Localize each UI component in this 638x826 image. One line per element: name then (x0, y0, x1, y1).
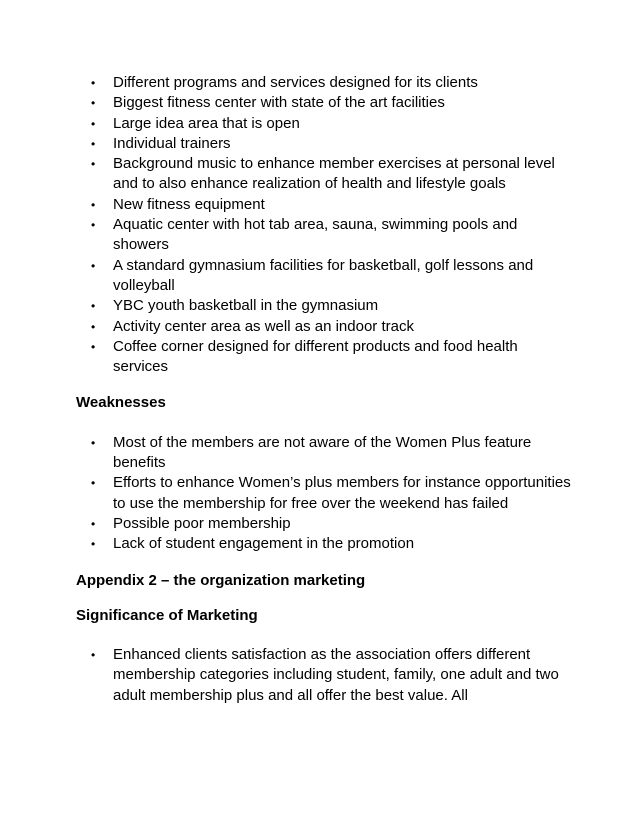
bullet-icon: • (91, 435, 96, 450)
list-item-text: Background music to enhance member exercises at personal level and to also enhance realization of health and lifestyle goals (113, 155, 555, 193)
list-item-text: Coffee corner designed for different products and food health services (113, 337, 518, 376)
bullet-icon: • (91, 218, 96, 233)
list-item-text: Activity center area as well as an indoor track (113, 317, 414, 335)
list-item (76, 93, 576, 113)
bullet-icon: • (91, 648, 96, 663)
list-item-text: Aquatic center with hot tab area, sauna, swimming pools and showers (113, 216, 518, 254)
weaknesses-heading: Weaknesses (76, 394, 166, 412)
list-item (76, 534, 576, 554)
bullet-icon: • (91, 537, 96, 552)
list-item (76, 296, 576, 316)
bullet-icon: • (91, 516, 96, 531)
significance-list (76, 645, 576, 706)
list-item (76, 514, 576, 534)
bullet-icon: • (91, 157, 96, 172)
list-item (76, 195, 576, 215)
bullet-icon: • (91, 136, 96, 151)
list-item-text: Enhanced clients satisfaction as the association offers different membership categories including student, family, one adult and two adult membership plus and all offer the best value. All (113, 646, 559, 704)
list-item (76, 154, 576, 195)
list-item (76, 256, 576, 297)
list-item-text: Biggest fitness center with state of the art facilities (113, 94, 445, 112)
list-item (76, 645, 576, 706)
list-item (76, 114, 576, 134)
list-item (76, 433, 576, 474)
list-item-text: Lack of student engagement in the promotion (113, 535, 415, 553)
list-item-text: Most of the members are not aware of the Women Plus feature benefits (113, 433, 532, 472)
bullet-icon: • (91, 339, 96, 354)
list-item-text: Efforts to enhance Women’s plus members for instance opportunities to use the membership for free over the weekend has failed (113, 474, 571, 512)
list-item (76, 134, 576, 154)
significance-heading: Significance of Marketing (76, 606, 258, 624)
bullet-icon: • (91, 299, 96, 314)
list-item-text: Large idea area that is open (113, 114, 300, 132)
list-item (76, 317, 576, 337)
list-item-text: Possible poor membership (113, 514, 291, 532)
weaknesses-list (76, 433, 576, 555)
strengths-list (76, 73, 576, 377)
document-body (76, 73, 576, 706)
bullet-icon: • (91, 476, 96, 491)
appendix-heading: Appendix 2 – the organization marketing (76, 571, 366, 589)
bullet-icon: • (91, 116, 96, 131)
list-item (76, 337, 576, 378)
bullet-icon: • (91, 319, 96, 334)
list-item (76, 215, 576, 256)
bullet-icon: • (91, 76, 96, 90)
list-item-text: Individual trainers (113, 134, 231, 152)
bullet-icon: • (91, 258, 96, 273)
list-item (76, 473, 576, 514)
list-item-text: A standard gymnasium facilities for basketball, golf lessons and volleyball (113, 256, 534, 294)
list-item-text: New fitness equipment (113, 195, 265, 213)
list-item (76, 73, 576, 93)
list-item-text: Different programs and services designed for its clients (113, 74, 478, 91)
bullet-icon: • (91, 96, 96, 111)
list-item-text: YBC youth basketball in the gymnasium (113, 297, 379, 315)
bullet-icon: • (91, 197, 96, 212)
